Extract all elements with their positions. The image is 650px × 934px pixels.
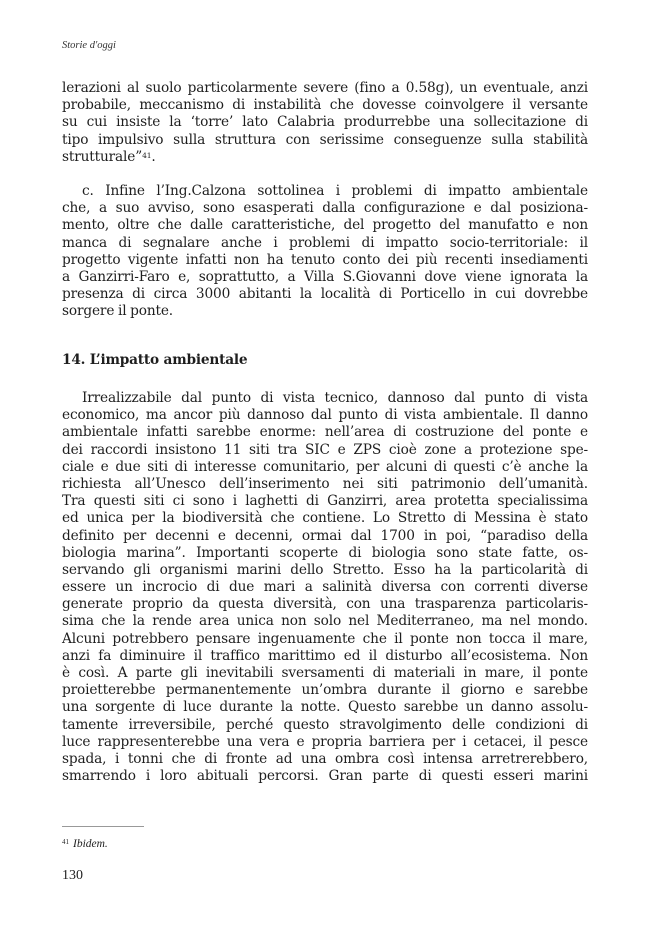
- running-head: Storie d'oggi: [62, 40, 116, 51]
- text-line: dei raccordi insistono 11 siti tra SIC e ZPS cioè zone a protezione spe-: [62, 441, 588, 458]
- text-line: presenza di circa 3000 abitanti la località di Porticello in cui dovrebbe: [62, 286, 588, 303]
- text-line: definito per decenni e decenni, ormai dal 1700 in poi, “paradiso della: [62, 527, 588, 544]
- text-line: richiesta all’Unesco dell’inserimento nei siti patrimonio dell’umanità.: [62, 475, 588, 492]
- text-line: ambientale infatti sarebbe enorme: nell’area di costruzione del ponte e: [62, 424, 588, 441]
- text-line: smarrendo i loro abituali percorsi. Gran parte di questi esseri marini: [62, 768, 588, 785]
- text-line: ed unica per la biodiversità che contiene. Lo Stretto di Messina è stato: [62, 510, 588, 527]
- text-line: [62, 149, 588, 166]
- text-line: sorgere il ponte.: [62, 303, 173, 320]
- footnote-divider: [62, 826, 144, 827]
- text-line: una sorgente di luce durante la notte. Questo sarebbe un danno assolu-: [62, 699, 588, 716]
- text-line: Irrealizzabile dal punto di vista tecnico, dannoso dal punto di vista: [82, 390, 588, 406]
- period: .: [151, 148, 156, 165]
- text-line: proietterebbe permanentemente un’ombra durante il giorno e sarebbe: [62, 682, 588, 699]
- paragraph-calzona: [62, 183, 588, 321]
- text-fragment: strutturale”: [62, 148, 143, 165]
- footnote-number: 41: [62, 838, 69, 846]
- text-line: c. Infine l’Ing.Calzona sottolinea i problemi di impatto ambientale: [82, 183, 588, 199]
- text-line: tamente irreversibile, perché questo stravolgimento delle condizioni di: [62, 716, 588, 733]
- text-line: ciale e due siti di interesse comunitario, per alcuni di questi c’è anche la: [62, 458, 588, 475]
- text-line: lerazioni al suolo particolarmente severe (fino a 0.58g), un eventuale, anzi: [62, 80, 588, 96]
- text-line: economico, ma ancor più dannoso dal punto di vista ambientale. Il danno: [62, 407, 588, 424]
- text-line: tipo impulsivo sulla struttura con serissime conseguenze sulla stabilità: [62, 131, 588, 148]
- text-line: sima che la rende area unica non solo nel Mediterraneo, ma nel mondo.: [62, 613, 588, 630]
- text-line: su cui insiste la ‘torre’ lato Calabria produrrebbe una sollecitazione di: [62, 114, 588, 131]
- text-line: servando gli organismi marini dello Stretto. Esso ha la particolarità di: [62, 561, 588, 578]
- text-line: essere un incrocio di due mari a salinità diversa con correnti diverse: [62, 579, 588, 596]
- text-line: manca di segnalare anche i problemi di impatto socio-territoriale: il: [62, 234, 588, 251]
- text-line: luce rappresenterebbe una vera e propria barriera per i cetacei, il pesce: [62, 733, 588, 750]
- text-line: Alcuni potrebbero pensare ingenuamente che il ponte non tocca il mare,: [62, 630, 588, 647]
- text-line: generate proprio da questa diversità, con una trasparenza particolaris-: [62, 596, 588, 613]
- text-line: spada, i tonni che di fronte ad una ombra così intensa arretrerebbero,: [62, 750, 588, 767]
- paragraph-impatto: [62, 390, 588, 785]
- text-line: progetto vigente infatti non ha tenuto conto dei più recenti insediamenti: [62, 251, 588, 268]
- text-line: è così. A parte gli inevitabili sversamenti di materiali in mare, il ponte: [62, 665, 588, 681]
- text-line: a Ganzirri-Faro e, soprattutto, a Villa S.Giovanni dove viene ignorata la: [62, 268, 588, 285]
- text-line: Tra questi siti ci sono i laghetti di Ganzirri, area protetta specialissima: [62, 493, 588, 510]
- text-line: biologia marina”. Importanti scoperte di biologia sono state fatte, os-: [62, 544, 588, 561]
- footnote-reference[interactable]: 41: [142, 150, 152, 160]
- section-heading: 14. L’impatto ambientale: [62, 352, 248, 368]
- footnote: [62, 838, 108, 850]
- text-line: mento, oltre che dalle caratteristiche, del progetto del manufatto e non: [62, 217, 588, 234]
- text-line: che, a suo avviso, sono esasperati dalla configurazione e dal posiziona-: [62, 200, 588, 217]
- text-line: probabile, meccanismo di instabilità che dovesse coinvolgere il versante: [62, 97, 588, 114]
- text-line: anzi fa diminuire il traffico marittimo ed il disturbo all’ecosistema. Non: [62, 647, 588, 664]
- page-number: 130: [62, 868, 83, 883]
- paragraph-continuation: [62, 80, 588, 166]
- footnote-text: Ibidem.: [73, 838, 108, 850]
